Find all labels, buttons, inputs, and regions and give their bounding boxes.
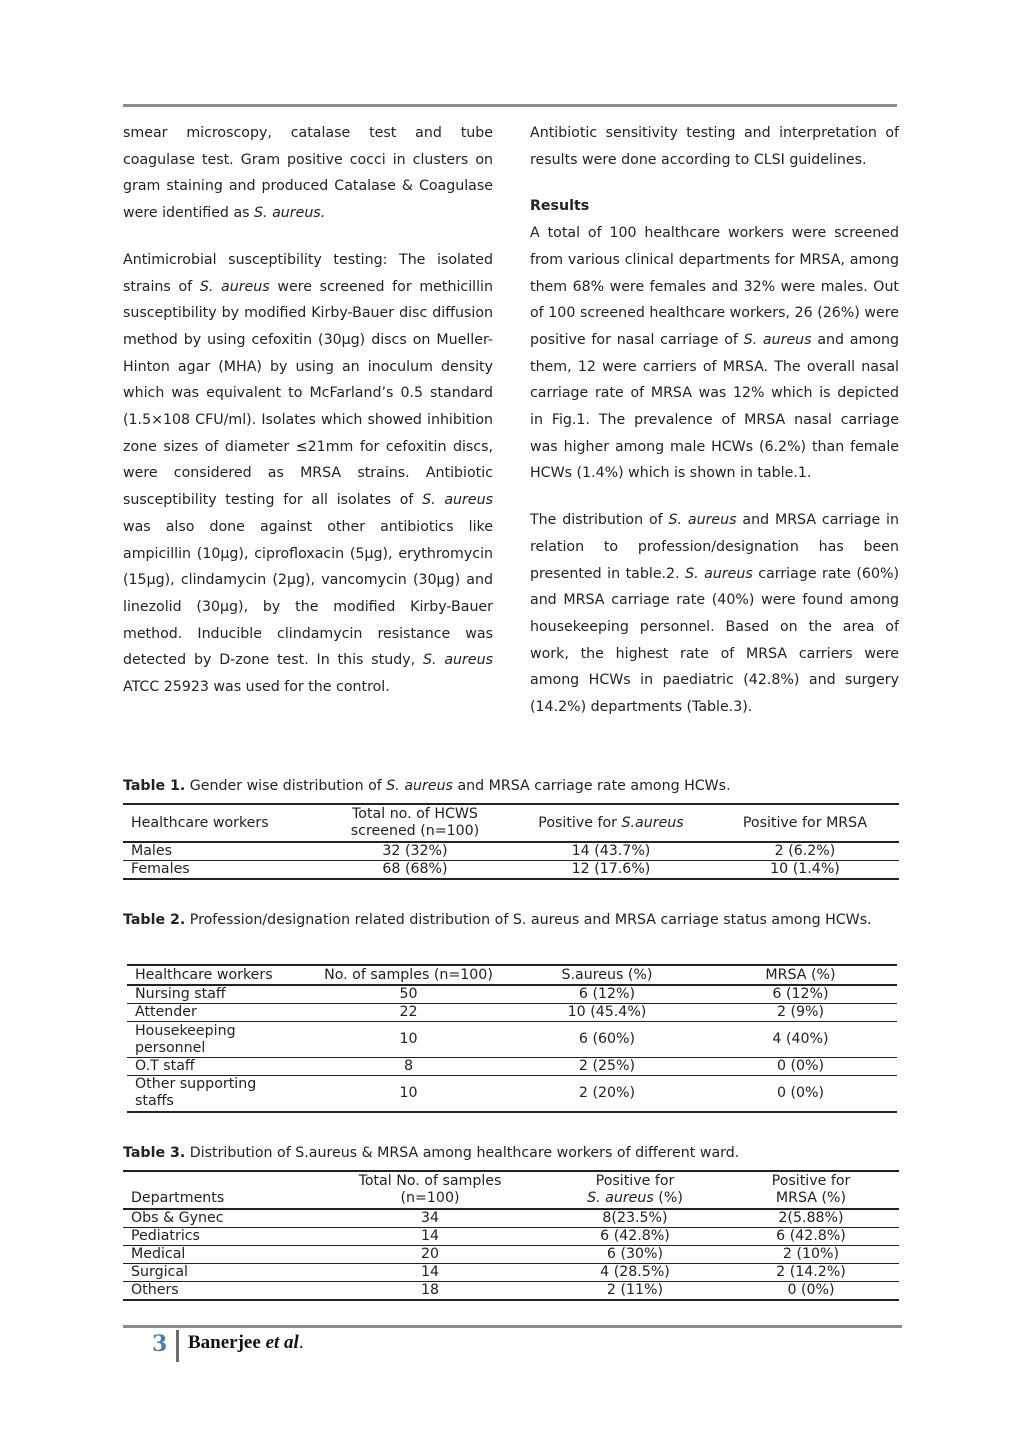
results-paragraph-overall: A total of 100 healthcare workers were screened from various clinical departments for MRSA, among them 68% were females and 32% were males. Out of 100 screened healthcare workers, 26 (26%) were positive for nasal carriage of S. aureus and among them, 12 were carriers of MRSA. The overall nasal carriage rate of MRSA was 12% which is depicted in Fig.1. The prevalence of MRSA nasal carriage was higher among male HCWs (6.2%) than female HCWs (1.4%) which is shown in table.1. (530, 225, 899, 482)
table-cell: 10 (399, 1084, 418, 1101)
table-cell: 2 (25%) (578, 1058, 636, 1074)
table-cell: Housekeeping personnel (135, 1022, 236, 1056)
footer-divider (176, 1330, 179, 1362)
table2-header-row (127, 965, 897, 985)
table2-profession-distribution (127, 964, 897, 1113)
table-cell: 14 (43.7%) (571, 843, 651, 859)
table-row (123, 1209, 899, 1228)
table-cell: 2 (6.2%) (774, 843, 836, 859)
table3-header-cell: Departments (131, 1190, 225, 1206)
table3-header-row (123, 1171, 899, 1209)
table-row (127, 1058, 897, 1076)
table-row (127, 1004, 897, 1022)
table-cell: Medical (131, 1246, 186, 1262)
table-cell: 12 (17.6%) (571, 861, 651, 877)
table-row (123, 842, 899, 861)
left-column (123, 120, 493, 721)
results-heading: Results (530, 198, 590, 215)
table-cell: Males (131, 843, 172, 859)
table-cell: 0 (0%) (776, 1058, 825, 1074)
table2-caption: Table 2. Profession/designation related distribution of S. aureus and MRSA carriage status among HCWs. (123, 912, 872, 928)
table1-header-cell: Healthcare workers (131, 814, 269, 831)
table2-header-cell: Healthcare workers (135, 966, 273, 983)
methods-paragraph-clsi: Antibiotic sensitivity testing and interpretation of results were done according to CLSI guidelines. (530, 125, 899, 168)
table-cell: 22 (399, 1004, 418, 1020)
table-cell: 14 (420, 1264, 440, 1280)
table1-gender-distribution (123, 803, 899, 880)
table-cell: Others (131, 1282, 179, 1298)
table-cell: Pediatrics (131, 1228, 200, 1244)
table-cell: 4 (40%) (772, 1031, 829, 1047)
table-cell: 14 (420, 1228, 440, 1244)
table3-header-cell: Positive for MRSA (%) (771, 1173, 851, 1206)
table-cell: Attender (135, 1004, 197, 1020)
table-cell: 6 (42.8%) (776, 1228, 846, 1244)
table1-header-cell: Positive for MRSA (742, 814, 868, 831)
table1-header-row (123, 804, 899, 842)
table-cell: 2(5.88%) (778, 1210, 844, 1226)
table1-header-cell: Positive for S.aureus (538, 814, 684, 831)
table1-header-cell: Total no. of HCWS screened (n=100) (350, 806, 480, 839)
table-cell: Obs & Gynec (131, 1210, 224, 1226)
table-row (123, 1246, 899, 1264)
table2-header-cell: No. of samples (n=100) (324, 966, 493, 983)
top-rule (123, 104, 897, 107)
table-cell: 8 (403, 1058, 414, 1074)
table-cell: 32 (32%) (382, 843, 448, 859)
table-cell: 6 (60%) (578, 1031, 636, 1047)
table-cell: 20 (420, 1246, 440, 1262)
table-cell: 10 (399, 1031, 418, 1047)
table-cell: Females (131, 861, 190, 877)
bottom-rule (123, 1325, 902, 1328)
table-cell: O.T staff (135, 1058, 195, 1074)
methods-paragraph-identification: smear microscopy, catalase test and tube coagulase test. Gram positive cocci in clusters on gram staining and produced Catalase & Coagulase were identified as S. aureus. (123, 125, 493, 222)
table-row (123, 861, 899, 880)
table-cell: 10 (45.4%) (567, 1004, 647, 1020)
table-cell: 2 (14.2%) (776, 1264, 846, 1280)
table2-header-cell: S.aureus (%) (561, 966, 653, 983)
table-cell: 10 (1.4%) (770, 861, 840, 877)
table-row (127, 985, 897, 1004)
table3-caption: Table 3. Distribution of S.aureus & MRSA among healthcare workers of different ward. (123, 1145, 740, 1161)
table-cell: 2 (20%) (578, 1084, 636, 1101)
table-row (127, 1022, 897, 1058)
table-cell: 2 (9%) (776, 1004, 825, 1020)
table-cell: 2 (11%) (606, 1282, 664, 1298)
table-row (127, 1076, 897, 1112)
table-cell: 34 (420, 1210, 440, 1226)
table-cell: 8(23.5%) (602, 1210, 668, 1226)
table-cell: Nursing staff (135, 986, 226, 1002)
table3-header-cell: Positive for S. aureus (%) (587, 1173, 683, 1206)
table-cell: 0 (0%) (776, 1084, 825, 1101)
table2-header-cell: MRSA (%) (765, 966, 836, 983)
table-row (123, 1282, 899, 1301)
table-row (123, 1228, 899, 1246)
table1-caption: Table 1. Gender wise distribution of S. aureus and MRSA carriage rate among HCWs. (123, 778, 731, 794)
table3-ward-distribution (123, 1170, 899, 1301)
page-number: 3 (152, 1331, 168, 1357)
table-cell: 6 (42.8%) (600, 1228, 670, 1244)
table-row (123, 1264, 899, 1282)
table-cell: 6 (12%) (578, 986, 636, 1002)
table-cell: 6 (12%) (772, 986, 829, 1002)
running-author: Banerjee et al. (188, 1332, 304, 1353)
table-cell: Other supporting staffs (135, 1076, 257, 1110)
table-cell: 68 (68%) (382, 861, 448, 877)
methods-paragraph-susceptibility: Antimicrobial susceptibility testing: The isolated strains of S. aureus were screened for methicillin susceptibility by modified Kirby-Bauer disc diffusion method by using cefoxitin (30µg) discs on Mueller-Hinton agar (MHA) by using an inoculum density which was equivalent to McFarland’s 0.5 standard (1.5×108 CFU/ml). Isolates which showed inhibition zone sizes of diameter ≤21mm for cefoxitin discs, were considered as MRSA strains. Antibiotic susceptibility testing for all isolates of S. aureus was also done against other antibiotics like ampicillin (10µg), ciprofloxacin (5µg), erythromycin (15µg), clindamycin (2µg), vancomycin (30µg) and linezolid (30µg), by the modified Kirby-Bauer method. Inducible clindamycin resistance was detected by D-zone test. In this study, S. aureus ATCC 25923 was used for the control. (123, 251, 493, 696)
table-cell: 0 (0%) (787, 1282, 835, 1298)
results-paragraph-distribution: The distribution of S. aureus and MRSA carriage in relation to profession/designation has been presented in table.2. S. aureus carriage rate (60%) and MRSA carriage rate (40%) were found among housekeeping personnel. Based on the area of work, the highest rate of MRSA carriers were among HCWs in paediatric (42.8%) and surgery (14.2%) departments (Table.3). (530, 512, 899, 716)
table-cell: 2 (10%) (782, 1246, 840, 1262)
table-cell: 6 (30%) (606, 1246, 664, 1262)
right-column (530, 120, 899, 741)
table3-header-cell: Total No. of samples (n=100) (358, 1173, 502, 1206)
table-cell: 50 (399, 986, 418, 1002)
table-cell: 4 (28.5%) (600, 1264, 670, 1280)
table-cell: Surgical (131, 1264, 188, 1280)
table-cell: 18 (420, 1282, 440, 1298)
